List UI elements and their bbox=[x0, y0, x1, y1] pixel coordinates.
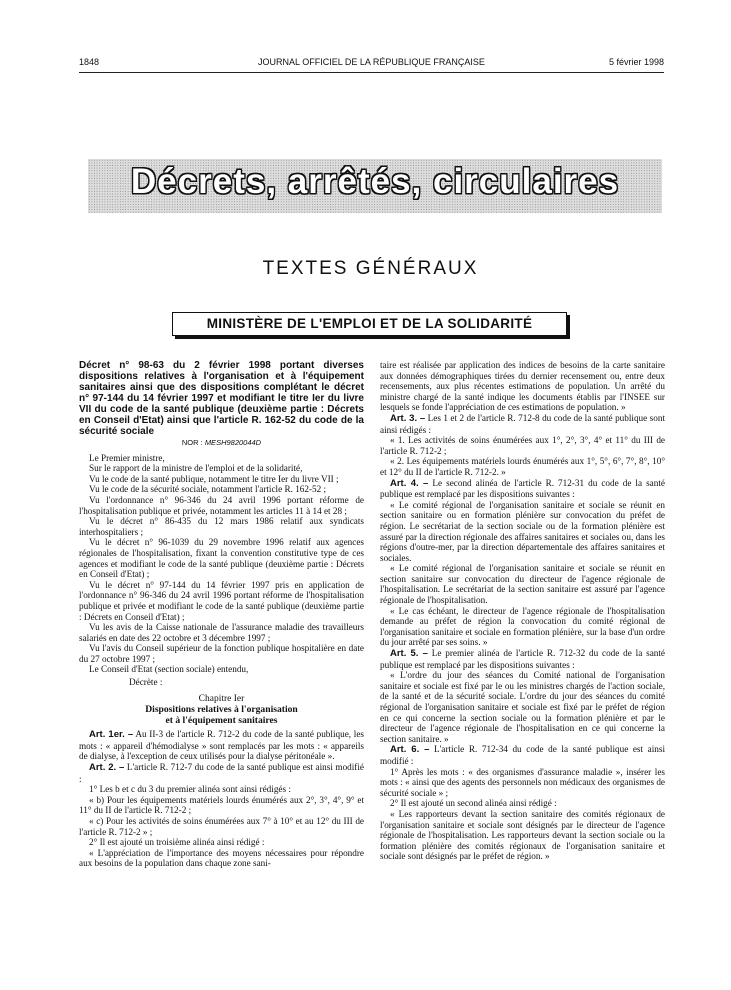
visa-paragraph: Vu le décret n° 97-144 du 14 février 1997 pris en application de l'ordonnance n° 96-346 du 24 avril 1996 portant réforme de l'hospitalisation publique et privée et modifiant le code de la santé publique (deuxième partie : Décrets en Conseil d'Etat) ; bbox=[79, 579, 364, 622]
chapter-label: Chapitre Ier bbox=[198, 693, 245, 704]
article-paragraph: 2° Il est ajouté un troisième alinéa ainsi rédigé : bbox=[89, 837, 265, 848]
page-number: 1848 bbox=[79, 57, 100, 67]
article-label: Art. 5. – bbox=[390, 648, 428, 660]
right-column bbox=[380, 360, 665, 862]
article-paragraph: 2° Il est ajouté un second alinéa ainsi rédigé : bbox=[390, 798, 557, 809]
issue-date: 5 février 1998 bbox=[608, 57, 664, 67]
nor-label: NOR : bbox=[181, 438, 203, 447]
nor-code: MESH9820044D bbox=[204, 438, 262, 447]
visa-paragraph: Vu le décret n° 96-1039 du 29 novembre 1996 relatif aux agences régionales de l'hospitalisation, fixant la convention constitutive type de ces agences et modifiant le code de la santé publique (deuxième partie : Décrets en Conseil d'Etat) ; bbox=[79, 537, 364, 580]
article-paragraph: 1° Après les mots : « des organismes d'assurance maladie », insérer les mots : « ainsi que des agents des personnels non médicaux des organismes de sécurité sociale » ; bbox=[380, 766, 665, 798]
article-paragraph: 1° Les b et c du 3 du premier alinéa sont ainsi rédigés : bbox=[89, 784, 291, 795]
chapter-title-line1: Dispositions relatives à l'organisation bbox=[145, 704, 298, 716]
article-paragraph: « 1. Les activités de soins énumérées aux 1°, 2°, 3°, 4° et 11° du III de l'article R. 712-2 ; bbox=[380, 435, 665, 456]
banner-title: Décrets, arrêtés, circulaires bbox=[130, 162, 620, 201]
decree-title: Décret n° 98-63 du 2 février 1998 portant diverses dispositions relatives à l'organisation et à l'équipement sanitaires ainsi que des dispositions complétant le décret n° 97-144 du 14 février 1997 et modifiant le titre Ier du livre VII du code de la santé publique (deuxième partie : Décrets en Conseil d'Etat) ainsi que l'article R. 162-52 du code de la sécurité sociale bbox=[79, 360, 364, 437]
visa-paragraph: Le Conseil d'Etat (section sociale) entendu, bbox=[89, 664, 249, 675]
article-4 bbox=[380, 478, 665, 500]
section-title: TEXTES GÉNÉRAUX bbox=[262, 258, 479, 279]
visa-paragraph: Vu le décret n° 86-435 du 12 mars 1986 relatif aux syndicats interhospitaliers ; bbox=[79, 516, 364, 537]
article-text: Le second alinéa de l'article R. 712-31 du code de la santé publique est remplacé par les dispositions suivantes : bbox=[380, 477, 665, 500]
chapter-title-line2: et à l'équipement sanitaires bbox=[165, 715, 278, 727]
article-paragraph: « Le comité régional de l'organisation sanitaire et sociale se réunit en section sanitaire sur convocation du directeur de l'agence régionale de l'hospitalisation. Le secrétariat de la section sanitaire est assuré par l'agence régionale de l'hospitalisation. bbox=[380, 563, 665, 606]
article-label: Art. 1er. – bbox=[89, 729, 134, 741]
article-text: Au II-3 de l'article R. 712-2 du code de la santé publique, les mots : « appareil d'hémodialyse » sont remplacés par les mots : « appareils de dialyse, à l'exception de ceux utilisés pour la dialyse péritonéale ». bbox=[79, 729, 364, 762]
article-paragraph: « L'ordre du jour des séances du Comité national de l'organisation sanitaire et sociale est fixé par le ou les ministres chargés de l'action sociale, de la santé et de la sécurité sociale. L'ordre du jour des séances du comité régional de l'organisation sanitaire et sociale est fixé par le préfet de région en ce qui concerne la section sociale ou la formation plénière et par le directeur de l'agence régionale de l'hospitalisation en ce qui concerne la section sanitaire. » bbox=[380, 670, 665, 744]
article-text: Le premier alinéa de l'article R. 712-32 du code de la santé publique est remplacé par les dispositions suivantes : bbox=[380, 648, 665, 670]
visa-paragraph: Vu l'ordonnance n° 96-346 du 24 avril 1996 portant réforme de l'hospitalisation publique et privée, notamment les articles 11 à 14 et 28 ; bbox=[79, 494, 364, 516]
article-5 bbox=[380, 648, 665, 670]
visa-paragraph: Vu le code de la santé publique, notamment le titre Ier du livre VII ; bbox=[89, 473, 339, 484]
decrete-line: Décrète : bbox=[129, 677, 163, 688]
article-1 bbox=[79, 729, 364, 762]
article-paragraph: « b) Pour les équipements matériels lourds énumérés aux 2°, 3°, 4°, 9° et 11° du II de l'article R. 712-2 ; bbox=[79, 794, 364, 816]
visa-paragraph: Le Premier ministre, bbox=[89, 452, 165, 463]
visa-paragraph: Sur le rapport de la ministre de l'emploi et de la solidarité, bbox=[89, 463, 303, 474]
article-paragraph: « L'appréciation de l'importance des moyens nécessaires pour répondre aux besoins de la population dans chaque zone sani- bbox=[79, 847, 364, 869]
article-label: Art. 2. – bbox=[89, 762, 125, 774]
visa-paragraph: Vu les avis de la Caisse nationale de l'assurance maladie des travailleurs salariés en date des 22 octobre et 3 décembre 1997 ; bbox=[79, 622, 364, 643]
continued-paragraph: taire est réalisée par application des indices de besoins de la carte sanitaire aux données démographiques tirées du dernier recensement ou, entre deux recensements, aux plus récentes estimations de population. Un arrêté du ministre chargé de la santé indique les documents établis par l'INSEE sur lesquels se fonde l'appréciation de ces estimations de population. » bbox=[380, 360, 665, 413]
article-label: Art. 4. – bbox=[390, 477, 429, 489]
article-label: Art. 6. – bbox=[390, 744, 430, 756]
page-header bbox=[79, 57, 664, 71]
article-paragraph: « c) Pour les activités de soins énumérées aux 7° à 10° et au 12° du III de l'article R. 712-2 » ; bbox=[79, 816, 364, 837]
article-paragraph: « Le comité régional de l'organisation sanitaire et sociale se réunit en section sanitaire ou en formation plénière sur convocation du préfet de région. Le secrétariat de la section sociale ou de la formation plénière est assuré par la direction régionale des affaires sanitaires et sociales ou, dans les régions d'outre-mer, par la direction départementale des affaires sanitaires et sociales. bbox=[380, 499, 665, 563]
section-banner bbox=[88, 159, 662, 213]
visa-paragraph: Vu le code de la sécurité sociale, notamment l'article R. 162-52 ; bbox=[89, 484, 327, 495]
article-paragraph: « Le cas échéant, le directeur de l'agence régionale de l'hospitalisation demande au préfet de région la convocation du comité régional de l'organisation sanitaire et sociale en formation plénière, sur la base d'un ordre du jour arrêté par ses soins. » bbox=[380, 605, 665, 648]
journal-title: JOURNAL OFFICIEL DE LA RÉPUBLIQUE FRANÇAISE bbox=[258, 57, 485, 67]
ministry-box: MINISTÈRE DE L'EMPLOI ET DE LA SOLIDARITÉ bbox=[172, 312, 567, 336]
article-6 bbox=[380, 744, 665, 766]
article-paragraph: « Les rapporteurs devant la section sanitaire des comités régionaux de l'organisation sanitaire et sociale sont désignés par le directeur de l'agence régionale de l'hospitalisation. Les rapporteurs devant la section sociale ou la formation plénière des comités régionaux de l'organisation sanitaire et sociale sont désignés par le préfet de région. » bbox=[380, 808, 665, 862]
article-text: L'article R. 712-34 du code de la santé publique est ainsi modifié : bbox=[380, 744, 665, 766]
header-rule bbox=[79, 72, 664, 73]
article-2 bbox=[79, 762, 364, 784]
article-text: L'article R. 712-7 du code de la santé publique est ainsi modifié : bbox=[79, 762, 364, 784]
nor-reference bbox=[79, 438, 364, 449]
visa-paragraph: Vu l'avis du Conseil supérieur de la fonction publique hospitalière en date du 27 octobre 1997 ; bbox=[79, 643, 364, 664]
left-column bbox=[79, 360, 364, 869]
article-text: Les 1 et 2 de l'article R. 712-8 du code de la santé publique sont ainsi rédigés : bbox=[380, 412, 665, 435]
article-paragraph: « 2. Les équipements matériels lourds énumérés aux 1°, 5°, 6°, 7°, 8°, 10° et 12° du II de l'article R. 712-2. » bbox=[380, 456, 665, 477]
article-3 bbox=[380, 413, 665, 435]
article-label: Art. 3. – bbox=[390, 412, 426, 424]
